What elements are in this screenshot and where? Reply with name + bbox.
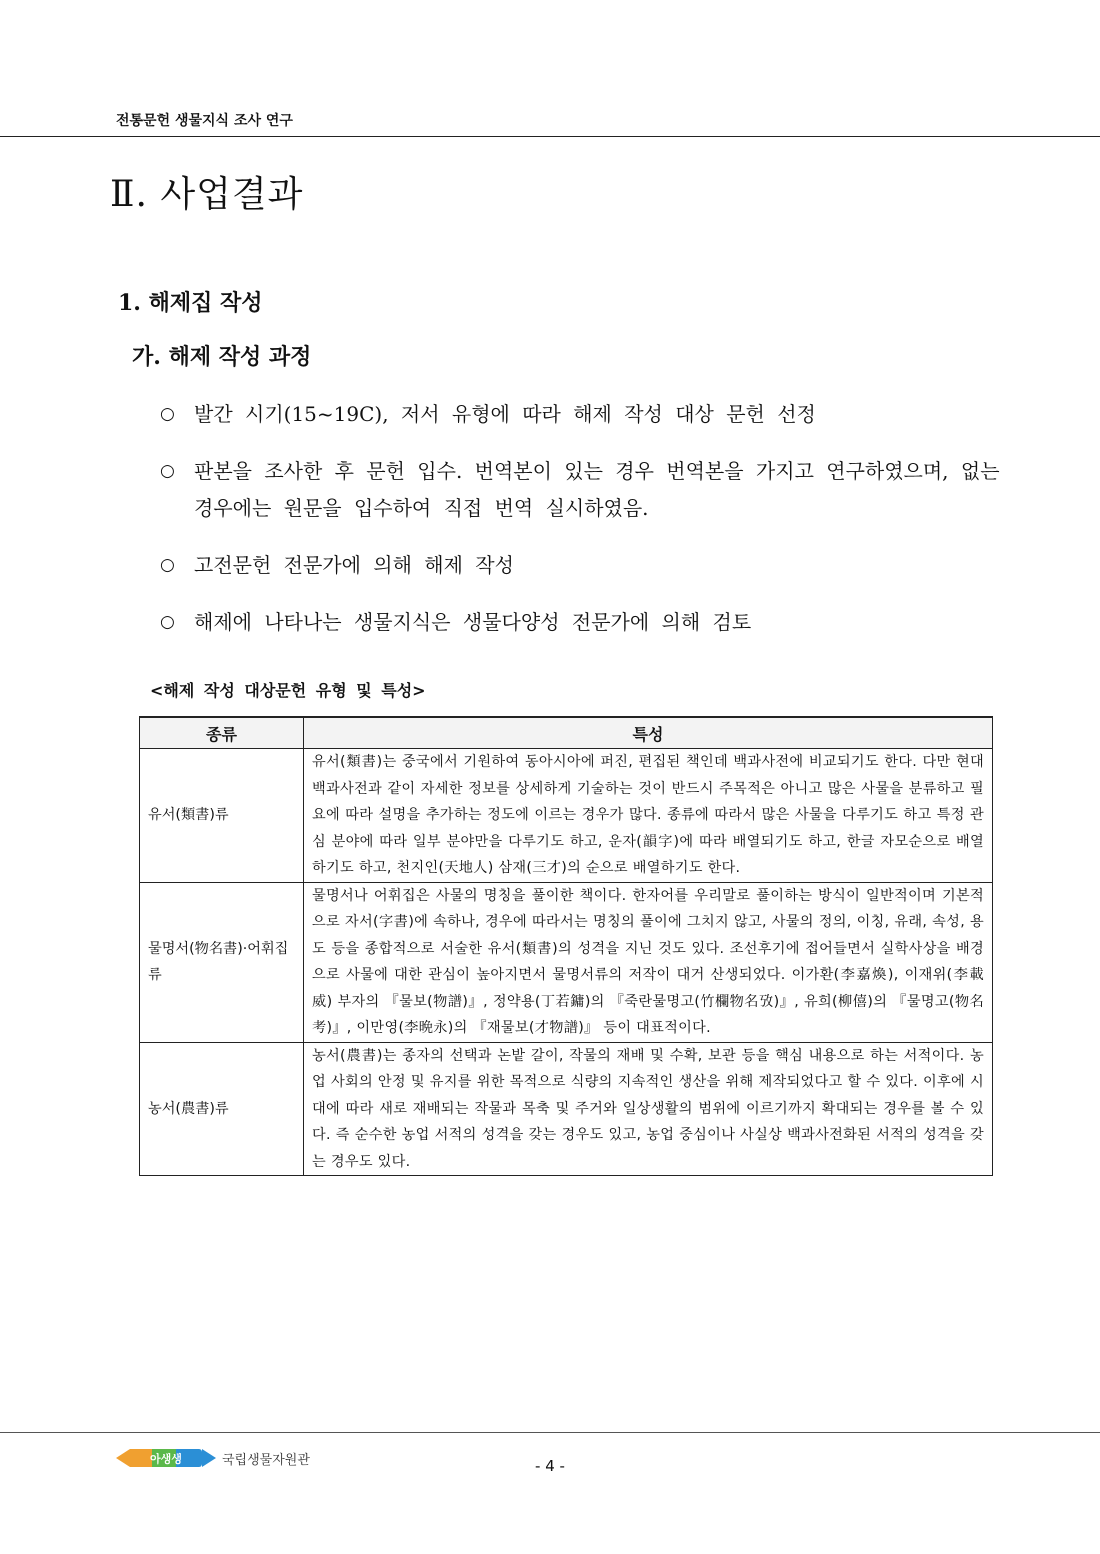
literature-type-table [139, 716, 993, 1176]
section-title: 1. 해제집 작성 [118, 290, 263, 316]
circle-bullet-icon: ○ [160, 461, 175, 481]
bullet-item [160, 604, 1010, 641]
table-row [140, 1042, 993, 1176]
type-cell: 물명서(物名書)·어휘집류 [140, 882, 304, 1042]
column-header-type: 종류 [140, 717, 304, 749]
table-header-row [140, 717, 993, 749]
table-row [140, 882, 993, 1042]
type-cell: 농서(農書)류 [140, 1042, 304, 1176]
logo-text: 아생생 [150, 1452, 182, 1466]
subsection-title: 가. 해제 작성 과정 [132, 344, 312, 370]
circle-bullet-icon: ○ [160, 612, 175, 632]
bullet-text: 판본을 조사한 후 문헌 입수. 번역본이 있는 경우 번역본을 가지고 연구하였으며, 없는 경우에는 원문을 입수하여 직접 번역 실시하였음. [194, 459, 1000, 520]
organization-name: 국립생물자원관 [222, 1453, 310, 1468]
header-divider [0, 136, 1100, 137]
bullet-list [160, 396, 1010, 661]
table-row [140, 749, 993, 883]
circle-bullet-icon: ○ [160, 404, 175, 424]
bullet-item [160, 453, 1010, 527]
description-cell: 유서(類書)는 중국에서 기원하여 동아시아에 퍼진, 편집된 책인데 백과사전에 비교되기도 한다. 다만 현대 백과사전과 같이 자세한 정보를 상세하게 기술하는 것이 반드시 주목적은 아니고 많은 사물을 분류하고 필요에 따라 설명을 추가하는 정도에 이르는 경우가 많다. 종류에 따라서 많은 사물을 다루기도 하고 특정 관심 분야에 따라 일부 분야만을 다루기도 하고, 운자(韻字)에 따라 배열되기도 하고, 한글 자모순으로 배열하기도 하고, 천지인(天地人) 삼재(三才)의 순으로 배열하기도 한다. [304, 749, 993, 883]
type-cell: 유서(類書)류 [140, 749, 304, 883]
column-header-characteristics: 특성 [304, 717, 993, 749]
description-cell: 농서(農書)는 종자의 선택과 논밭 갈이, 작물의 재배 및 수확, 보관 등을 핵심 내용으로 하는 서적이다. 농업 사회의 안정 및 유지를 위한 목적으로 식량의 지속적인 생산을 위해 제작되었다고 할 수 있다. 이후에 시대에 따라 새로 재배되는 작물과 목축 및 주거와 일상생활의 범위에 이르기까지 확대되는 경우를 볼 수 있다. 즉 순수한 농업 서적의 성격을 갖는 경우도 있고, 농업 중심이나 사실상 백과사전화된 서적의 성격을 갖는 경우도 있다. [304, 1042, 993, 1176]
running-header: 전통문헌 생물지식 조사 연구 [116, 113, 293, 129]
bullet-text: 해제에 나타나는 생물지식은 생물다양성 전문가에 의해 검토 [194, 610, 752, 634]
bullet-item [160, 396, 1010, 433]
page-number: - 4 - [535, 1457, 565, 1475]
bullet-text: 고전문헌 전문가에 의해 해제 작성 [194, 553, 514, 577]
bullet-item [160, 547, 1010, 584]
description-cell: 물명서나 어휘집은 사물의 명칭을 풀이한 책이다. 한자어를 우리말로 풀이하는 방식이 일반적이며 기본적으로 자서(字書)에 속하나, 경우에 따라서는 명칭의 풀이에 그치지 않고, 사물의 정의, 이칭, 유래, 속성, 용도 등을 종합적으로 서술한 유서(類書)의 성격을 지닌 것도 있다. 조선후기에 접어들면서 실학사상을 배경으로 사물에 대한 관심이 높아지면서 물명서류의 저작이 대거 산생되었다. 이가환(李嘉煥), 이재위(李載威) 부자의 『물보(物譜)』, 정약용(丁若鏞)의 『죽란물명고(竹欄物名攷)』, 유희(柳僖)의 『물명고(物名考)』, 이만영(李晩永)의 『재물보(才物譜)』 등이 대표적이다. [304, 882, 993, 1042]
circle-bullet-icon: ○ [160, 555, 175, 575]
footer-divider [0, 1432, 1100, 1433]
bullet-text: 발간 시기(15~19C), 저서 유형에 따라 해제 작성 대상 문헌 선정 [194, 402, 816, 426]
chapter-title: Ⅱ. 사업결과 [110, 174, 304, 215]
nibr-logo-icon [116, 1447, 216, 1469]
table-caption: <해제 작성 대상문헌 유형 및 특성> [150, 681, 426, 700]
